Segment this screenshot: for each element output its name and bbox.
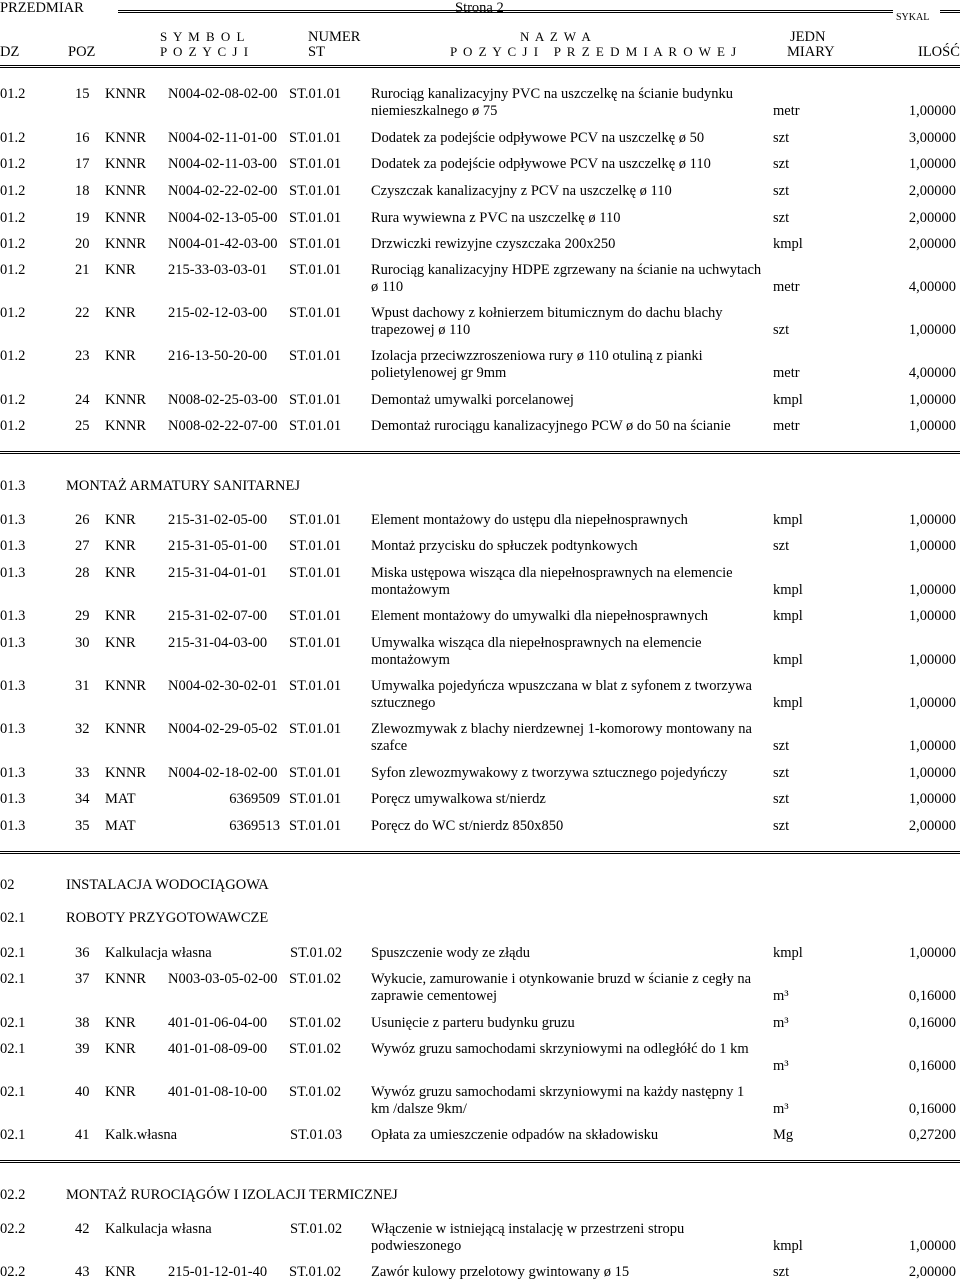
table-row (0, 538, 960, 555)
quantity-cell: 4,00000 (908, 365, 956, 381)
symbol-cell: KNR (105, 305, 136, 321)
unit-cell: kmpl (773, 945, 803, 961)
page-header (0, 0, 960, 70)
table-row (0, 156, 960, 173)
table-row (0, 818, 960, 835)
table-row (0, 130, 960, 147)
poz-cell: 41 (75, 1127, 90, 1143)
code-cell: 216-13-50-20-00 (168, 348, 268, 364)
quantity-cell: 1,00000 (908, 392, 956, 408)
st-cell: ST.01.01 (289, 635, 342, 651)
quantity-cell: 0,16000 (908, 1058, 956, 1074)
symbol-cell: KNNR (105, 392, 147, 408)
table-row (0, 348, 960, 382)
dz-cell: 01.3 (0, 791, 26, 807)
symbol-cell: KNR (105, 262, 136, 278)
code-cell: N004-02-18-02-00 (168, 765, 278, 781)
quantity-cell: 1,00000 (908, 582, 956, 598)
symbol-cell: KNNR (105, 130, 147, 146)
description-cell: Opłata za umieszczenie odpadów na składowisku (371, 1127, 659, 1143)
poz-cell: 21 (75, 262, 90, 278)
description-cell: Miska ustępowa wisząca dla niepełnosprawnych na elemencie montażowym (371, 565, 733, 598)
poz-cell: 43 (75, 1264, 90, 1280)
symbol-cell: KNR (105, 512, 136, 528)
dz-cell: 02.1 (0, 1041, 26, 1057)
sykal-label: SYKAL (896, 12, 930, 23)
st-cell: ST.01.01 (289, 678, 342, 694)
code-cell: 215-31-02-05-00 (168, 512, 268, 528)
poz-cell: 34 (75, 791, 90, 807)
symbol-cell: KNNR (105, 86, 147, 102)
st-cell: ST.01.01 (289, 156, 342, 172)
poz-cell: 36 (75, 945, 90, 961)
poz-cell: 28 (75, 565, 90, 581)
description-cell: Drzwiczki rewizyjne czyszczaka 200x250 (371, 236, 616, 252)
description-cell: Poręcz umywalkowa st/nierdz (371, 791, 546, 807)
section-divider (0, 851, 960, 854)
st-cell: ST.01.01 (289, 565, 342, 581)
unit-cell: metr (773, 418, 800, 434)
description-cell: Montaż przycisku do spłuczek podtynkowych (371, 538, 638, 554)
quantity-cell: 0,16000 (908, 988, 956, 1004)
symbol-cell: KNNR (105, 418, 147, 434)
table-row (0, 635, 960, 669)
description-cell: Rurociąg kanalizacyjny HDPE zgrzewany na ścianie na uchwytach ø 110 (371, 262, 762, 295)
st-cell: ST.01.02 (289, 971, 342, 987)
unit-cell: metr (773, 103, 800, 119)
quantity-cell: 1,00000 (908, 765, 956, 781)
poz-cell: 32 (75, 721, 90, 737)
symbol-cell: KNR (105, 1264, 136, 1280)
description-cell: Element montażowy do ustępu dla niepełnosprawnych (371, 512, 688, 528)
poz-cell: 42 (75, 1221, 90, 1237)
quantity-cell: 0,27200 (908, 1127, 956, 1143)
dz-cell: 01.3 (0, 678, 26, 694)
unit-cell: kmpl (773, 512, 803, 528)
quantity-cell: 1,00000 (908, 791, 956, 807)
poz-cell: 16 (75, 130, 90, 146)
dz-cell: 02.1 (0, 971, 26, 987)
table-row (0, 512, 960, 529)
section-heading (0, 910, 960, 927)
quantity-cell: 2,00000 (908, 1264, 956, 1280)
dz-cell: 01.2 (0, 236, 26, 252)
unit-cell: szt (773, 765, 790, 781)
symbol-cell: KNR (105, 1084, 136, 1100)
poz-cell: 27 (75, 538, 90, 554)
unit-cell: m³ (773, 988, 789, 1004)
code-cell: N004-02-11-03-00 (168, 156, 277, 172)
symbol-cell: KNR (105, 538, 136, 554)
dz-cell: 01.2 (0, 183, 26, 199)
dz-cell: 01.2 (0, 305, 26, 321)
section-heading (0, 877, 960, 894)
section-title: ROBOTY PRZYGOTOWAWCZE (66, 910, 269, 926)
section-code: 01.3 (0, 478, 26, 494)
st-cell: ST.01.01 (289, 392, 342, 408)
unit-cell: szt (773, 210, 790, 226)
symbol-cell: KNNR (105, 236, 147, 252)
symbol-cell: KNNR (105, 971, 147, 987)
poz-cell: 19 (75, 210, 90, 226)
code-cell: N008-02-22-07-00 (168, 418, 278, 434)
quantity-cell: 2,00000 (908, 183, 956, 199)
numer-label: NUMER (308, 29, 361, 45)
st-cell: ST.01.01 (289, 791, 342, 807)
quantity-cell: 1,00000 (908, 1238, 956, 1254)
description-cell: Umywalka pojedyńcza wpuszczana w blat z syfonem z tworzywa sztucznego (371, 678, 752, 711)
description-cell: Dodatek za podejście odpływowe PCV na uszczelkę ø 110 (371, 156, 711, 172)
dz-cell: 01.3 (0, 608, 26, 624)
unit-cell: szt (773, 738, 790, 754)
quantity-cell: 0,16000 (908, 1101, 956, 1117)
unit-cell: szt (773, 183, 790, 199)
poz-cell: 39 (75, 1041, 90, 1057)
dz-label: DZ (0, 44, 20, 60)
description-cell: Spuszczenie wody ze złądu (371, 945, 531, 961)
section-title: MONTAŻ RUROCIĄGÓW I IZOLACJI TERMICZNEJ (66, 1187, 398, 1203)
st-cell: ST.01.01 (289, 765, 342, 781)
table-row (0, 1015, 960, 1032)
description-cell: Demontaż rurociągu kanalizacyjnego PCW ø do 50 na ścianie (371, 418, 731, 434)
quantity-cell: 1,00000 (908, 103, 956, 119)
st-cell: ST.01.01 (289, 305, 342, 321)
poz-cell: 22 (75, 305, 90, 321)
dz-cell: 01.3 (0, 512, 26, 528)
table-row (0, 1084, 960, 1118)
symbol-cell: Kalkulacja własna (105, 945, 212, 961)
symbol-cell: KNR (105, 565, 136, 581)
description-cell: Czyszczak kanalizacyjny z PCV na uszczelkę ø 110 (371, 183, 672, 199)
code-cell: 215-31-04-01-01 (168, 565, 268, 581)
table-row (0, 236, 960, 253)
st-cell: ST.01.01 (289, 418, 342, 434)
table-row (0, 945, 960, 962)
symbol-cell: KNR (105, 348, 136, 364)
st-cell: ST.01.01 (289, 130, 342, 146)
description-cell: Rura wywiewna z PVC na uszczelkę ø 110 (371, 210, 621, 226)
symbol-cell: KNR (105, 1015, 136, 1031)
unit-cell: metr (773, 365, 800, 381)
code-cell: N003-03-05-02-00 (168, 971, 278, 987)
poz-cell: 35 (75, 818, 90, 834)
dz-cell: 01.3 (0, 765, 26, 781)
description-cell: Umywalka wisząca dla niepełnosprawnych na elemencie montażowym (371, 635, 702, 668)
poz-cell: 23 (75, 348, 90, 364)
st-cell: ST.01.01 (289, 608, 342, 624)
unit-cell: szt (773, 538, 790, 554)
dz-cell: 02.2 (0, 1221, 26, 1237)
description-cell: Element montażowy do umywalki dla niepełnosprawnych (371, 608, 709, 624)
poz-cell: 40 (75, 1084, 90, 1100)
jedn-label: JEDN (790, 29, 826, 45)
code-cell: 215-31-02-07-00 (168, 608, 268, 624)
dz-cell: 01.3 (0, 538, 26, 554)
unit-cell: kmpl (773, 1238, 803, 1254)
st-cell: ST.01.01 (289, 210, 342, 226)
section-code: 02 (0, 877, 15, 893)
unit-cell: m³ (773, 1101, 789, 1117)
quantity-cell: 1,00000 (908, 738, 956, 754)
table-row (0, 565, 960, 599)
st-cell: ST.01.02 (289, 1264, 342, 1280)
table-row (0, 86, 960, 120)
dz-cell: 02.2 (0, 1264, 26, 1280)
symbol-cell: KNR (105, 635, 136, 651)
dz-cell: 02.1 (0, 1015, 26, 1031)
code-cell: 215-33-03-03-01 (168, 262, 268, 278)
symbol-cell: KNR (105, 1041, 136, 1057)
code-cell: N008-02-25-03-00 (168, 392, 278, 408)
description-cell: Wywóz gruzu samochodami skrzyniowymi na odległółć do 1 km (371, 1041, 749, 1057)
table-row (0, 678, 960, 712)
table-row (0, 210, 960, 227)
poz-cell: 33 (75, 765, 90, 781)
unit-cell: kmpl (773, 582, 803, 598)
symbol-cell: KNNR (105, 765, 147, 781)
symbol-cell: KNNR (105, 678, 147, 694)
quantity-cell: 2,00000 (908, 818, 956, 834)
table-row (0, 305, 960, 339)
table-row (0, 418, 960, 435)
dz-cell: 01.3 (0, 721, 26, 737)
table-row (0, 1041, 960, 1075)
poz-label: POZ (68, 44, 96, 60)
symbol-cell: KNNR (105, 183, 147, 199)
poz-cell: 29 (75, 608, 90, 624)
quantity-cell: 1,00000 (908, 512, 956, 528)
poz-cell: 17 (75, 156, 90, 172)
dz-cell: 02.1 (0, 1127, 26, 1143)
code-cell: 401-01-08-10-00 (168, 1084, 268, 1100)
st-cell: ST.01.02 (289, 1084, 342, 1100)
description-cell: Wywóz gruzu samochodami skrzyniowymi na każdy następny 1 km /dalsze 9km/ (371, 1084, 745, 1117)
symbol-cell: KNNR (105, 210, 147, 226)
code-cell: 215-31-05-01-00 (168, 538, 268, 554)
unit-cell: szt (773, 818, 790, 834)
quantity-cell: 2,00000 (908, 210, 956, 226)
poz-cell: 20 (75, 236, 90, 252)
description-cell: Syfon zlewozmywakowy z tworzywa sztucznego pojedyńczy (371, 765, 728, 781)
dz-cell: 01.3 (0, 635, 26, 651)
dz-cell: 01.2 (0, 418, 26, 434)
poz-cell: 37 (75, 971, 90, 987)
quantity-cell: 4,00000 (908, 279, 956, 295)
unit-cell: kmpl (773, 652, 803, 668)
st-cell: ST.01.01 (289, 818, 342, 834)
table-row (0, 1127, 960, 1144)
header-bottom-rule (0, 65, 960, 68)
description-cell: Dodatek za podejście odpływowe PCV na uszczelkę ø 50 (371, 130, 705, 146)
description-cell: Poręcz do WC st/nierdz 850x850 (371, 818, 564, 834)
header-rule-right (940, 10, 960, 13)
code-cell: N004-02-30-02-01 (168, 678, 278, 694)
poz-cell: 30 (75, 635, 90, 651)
section-title: INSTALACJA WODOCIĄGOWA (66, 877, 269, 893)
dz-cell: 01.2 (0, 348, 26, 364)
quantity-cell: 2,00000 (908, 236, 956, 252)
code-cell: N004-02-13-05-00 (168, 210, 278, 226)
description-cell: Usunięcie z parteru budynku gruzu (371, 1015, 575, 1031)
quantity-cell: 1,00000 (908, 652, 956, 668)
unit-cell: kmpl (773, 608, 803, 624)
description-cell: Izolacja przeciwzzroszeniowa rury ø 110 otuliną z pianki polietylenowej gr 9mm (371, 348, 703, 381)
code-cell: N004-02-11-01-00 (168, 130, 277, 146)
quantity-cell: 1,00000 (908, 695, 956, 711)
symbol-cell: MAT (105, 791, 136, 807)
unit-cell: kmpl (773, 236, 803, 252)
description-cell: Wpust dachowy z kołnierzem bitumicznym do dachu blachy trapezowej ø 110 (371, 305, 723, 338)
description-cell: Włączenie w istniejącą instalację w przestrzeni stropu podwieszonego (371, 1221, 685, 1254)
code-cell: 401-01-06-04-00 (168, 1015, 268, 1031)
unit-cell: szt (773, 322, 790, 338)
quantity-cell: 1,00000 (908, 322, 956, 338)
code-cell: 215-31-04-03-00 (168, 635, 268, 651)
section-heading (0, 1187, 960, 1204)
st-cell: ST.01.01 (289, 512, 342, 528)
st-cell: ST.01.01 (289, 236, 342, 252)
dz-cell: 01.2 (0, 210, 26, 226)
table-row (0, 1264, 960, 1281)
st-cell: ST.01.03 (290, 1127, 343, 1143)
quantity-cell: 0,16000 (908, 1015, 956, 1031)
quantity-cell: 1,00000 (908, 156, 956, 172)
st-cell: ST.01.01 (289, 721, 342, 737)
quantity-cell: 3,00000 (908, 130, 956, 146)
header-rule (118, 10, 893, 13)
dz-cell: 01.2 (0, 392, 26, 408)
ilosc-label: ILOŚĆ (918, 44, 960, 60)
nazwa-label: N A Z W A (520, 29, 593, 44)
code-cell: 401-01-08-09-00 (168, 1041, 268, 1057)
dz-cell: 01.2 (0, 262, 26, 278)
symbol-cell: Kalkulacja własna (105, 1221, 212, 1237)
table-row (0, 971, 960, 1005)
poz-cell: 18 (75, 183, 90, 199)
st-cell: ST.01.01 (289, 86, 342, 102)
dz-cell: 01.2 (0, 130, 26, 146)
poz-cell: 31 (75, 678, 90, 694)
unit-cell: szt (773, 130, 790, 146)
section-title: MONTAŻ ARMATURY SANITARNEJ (66, 478, 300, 494)
symbol-cell: Kalk.własna (105, 1127, 178, 1143)
st-cell: ST.01.01 (289, 348, 342, 364)
table-row (0, 791, 960, 808)
unit-cell: kmpl (773, 392, 803, 408)
symbol-sub: P O Z Y C J I (160, 44, 250, 59)
symbol-cell: MAT (105, 818, 136, 834)
nazwa-sub: P O Z Y C J I P R Z E D M I A R O W E J (450, 44, 738, 59)
table-row (0, 1221, 960, 1255)
unit-cell: szt (773, 791, 790, 807)
code-cell: 6369509 (229, 791, 280, 807)
table-row (0, 765, 960, 782)
table-row (0, 262, 960, 296)
dz-cell: 01.3 (0, 565, 26, 581)
st-cell: ST.01.01 (289, 262, 342, 278)
code-cell: 215-02-12-03-00 (168, 305, 268, 321)
doc-title: PRZEDMIAR (0, 0, 84, 16)
dz-cell: 02.1 (0, 1084, 26, 1100)
unit-cell: szt (773, 1264, 790, 1280)
poz-cell: 24 (75, 392, 90, 408)
section-heading (0, 478, 960, 495)
numer-sub: ST (308, 44, 325, 60)
table-row (0, 608, 960, 625)
unit-cell: m³ (773, 1015, 789, 1031)
st-cell: ST.01.02 (290, 1221, 343, 1237)
section-divider (0, 451, 960, 454)
section-code: 02.1 (0, 910, 26, 926)
code-cell: 215-01-12-01-40 (168, 1264, 268, 1280)
unit-cell: Mg (773, 1127, 794, 1143)
symbol-cell: KNNR (105, 721, 147, 737)
section-divider (0, 1160, 960, 1163)
st-cell: ST.01.01 (289, 538, 342, 554)
quantity-cell: 1,00000 (908, 418, 956, 434)
description-cell: Demontaż umywalki porcelanowej (371, 392, 574, 408)
description-cell: Wykucie, zamurowanie i otynkowanie bruzd w ścianie z cegły na zaprawie cementowej (371, 971, 752, 1004)
description-cell: Zawór kulowy przelotowy gwintowany ø 15 (371, 1264, 630, 1280)
miary-label: MIARY (787, 44, 835, 60)
st-cell: ST.01.02 (289, 1015, 342, 1031)
poz-cell: 25 (75, 418, 90, 434)
symbol-cell: KNNR (105, 156, 147, 172)
section-code: 02.2 (0, 1187, 26, 1203)
description-cell: Rurociąg kanalizacyjny PVC na uszczelkę na ścianie budynku niemieszkalnego ø 75 (371, 86, 733, 119)
quantity-cell: 1,00000 (908, 945, 956, 961)
code-cell: N004-02-29-05-02 (168, 721, 278, 737)
dz-cell: 01.3 (0, 818, 26, 834)
poz-cell: 15 (75, 86, 90, 102)
quantity-cell: 1,00000 (908, 608, 956, 624)
st-cell: ST.01.01 (289, 183, 342, 199)
table-row (0, 721, 960, 755)
quantity-cell: 1,00000 (908, 538, 956, 554)
page-number: Strona 2 (455, 0, 504, 16)
dz-cell: 01.2 (0, 156, 26, 172)
description-cell: Zlewozmywak z blachy nierdzewnej 1-komorowy montowany na szafce (371, 721, 752, 754)
unit-cell: m³ (773, 1058, 789, 1074)
dz-cell: 01.2 (0, 86, 26, 102)
unit-cell: metr (773, 279, 800, 295)
code-cell: N004-02-22-02-00 (168, 183, 278, 199)
st-cell: ST.01.02 (289, 1041, 342, 1057)
code-cell: N004-01-42-03-00 (168, 236, 278, 252)
poz-cell: 38 (75, 1015, 90, 1031)
table-row (0, 183, 960, 200)
poz-cell: 26 (75, 512, 90, 528)
unit-cell: szt (773, 156, 790, 172)
code-cell: 6369513 (229, 818, 280, 834)
table-row (0, 392, 960, 409)
symbol-cell: KNR (105, 608, 136, 624)
st-cell: ST.01.02 (290, 945, 343, 961)
symbol-label: S Y M B O L (160, 29, 246, 44)
unit-cell: kmpl (773, 695, 803, 711)
dz-cell: 02.1 (0, 945, 26, 961)
code-cell: N004-02-08-02-00 (168, 86, 278, 102)
